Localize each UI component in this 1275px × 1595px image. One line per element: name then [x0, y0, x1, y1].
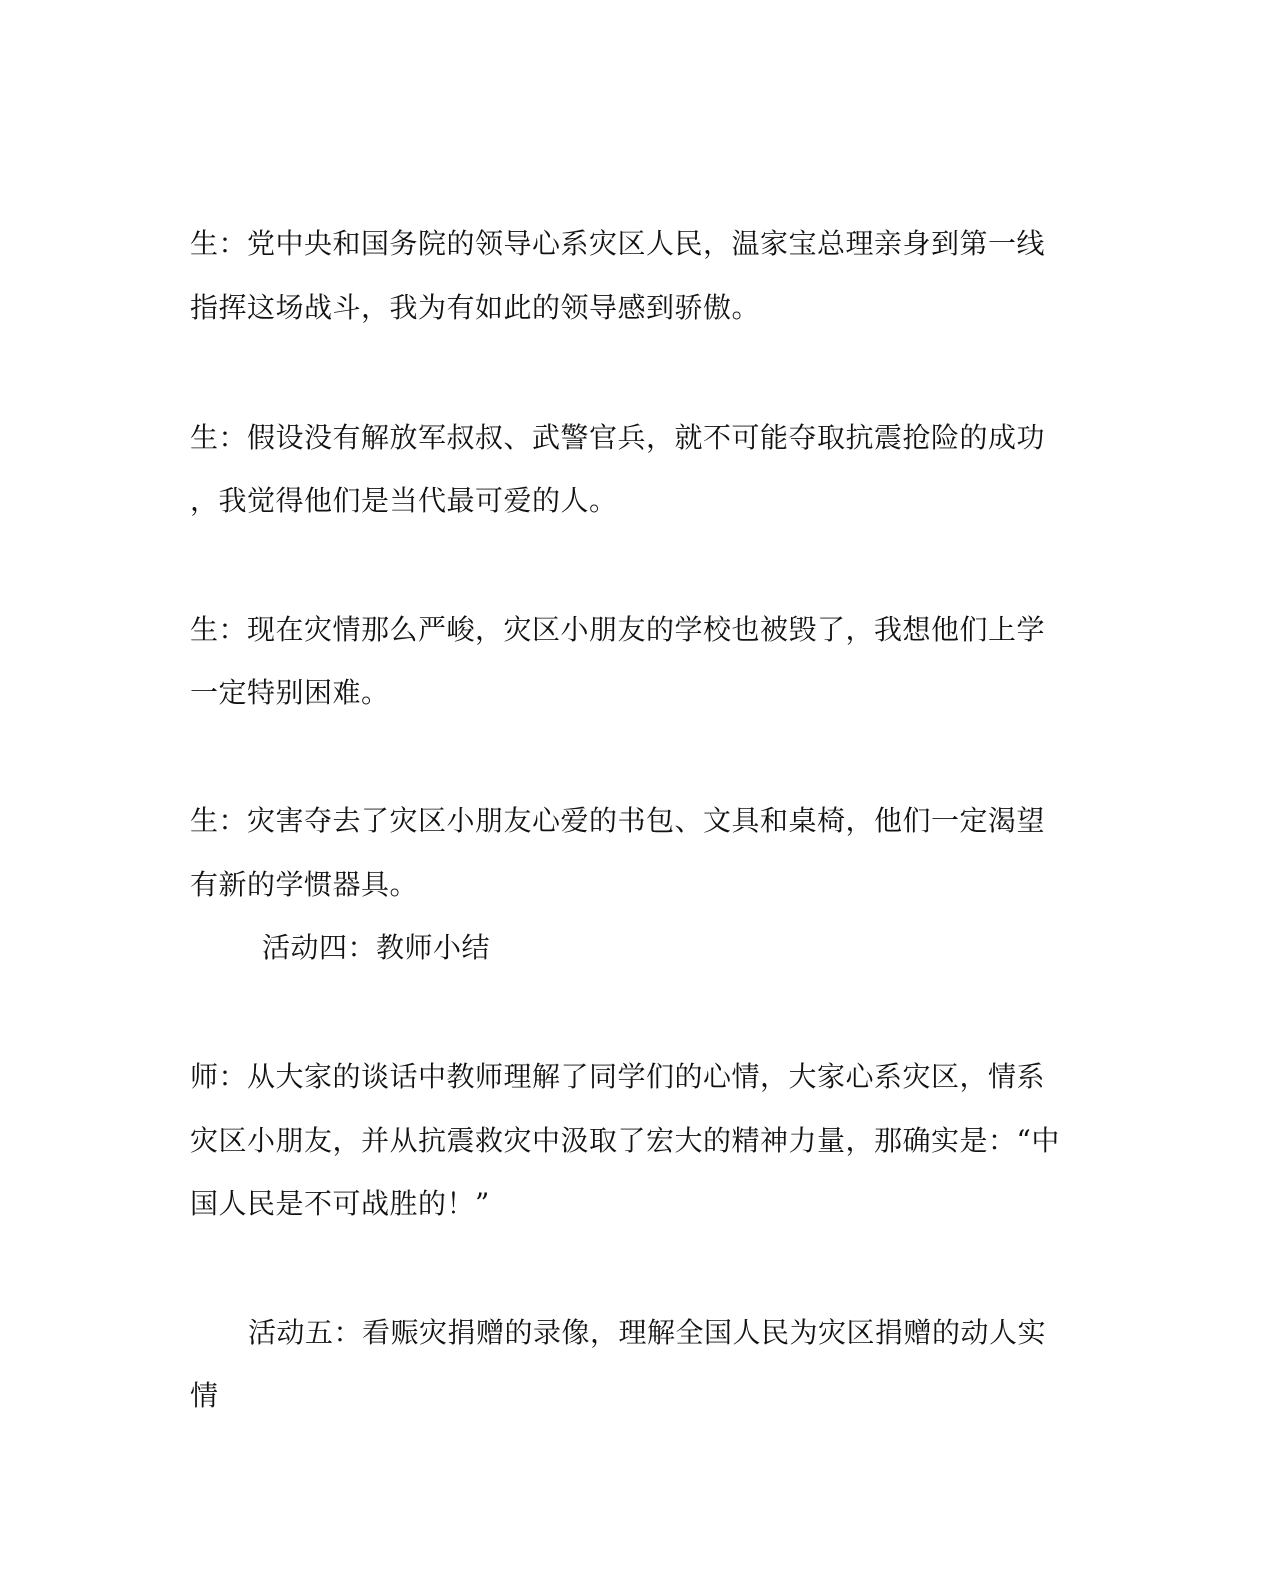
paragraph-2-line-2: ，我觉得他们是当代最可爱的人。	[190, 484, 618, 517]
paragraph-6-line-2: 灾区小朋友，并从抗震救灾中汲取了宏大的精神力量，那确实是：“中	[190, 1124, 1060, 1157]
paragraph-1-line-1: 生：党中央和国务院的领导心系灾区人民，温家宝总理亲身到第一线	[190, 227, 1046, 260]
paragraph-3-line-2: 一定特别困难。	[190, 676, 390, 709]
paragraph-2-line-1: 生：假设没有解放军叔叔、武警官兵，就不可能夺取抗震抢险的成功	[190, 421, 1046, 454]
activity-five-heading-line-1: 活动五：看赈灾捐赠的录像，理解全国人民为灾区捐赠的动人实	[248, 1316, 1047, 1349]
paragraph-4-line-1: 生：灾害夺去了灾区小朋友心爱的书包、文具和桌椅，他们一定渴望	[190, 804, 1046, 837]
activity-four-heading: 活动四：教师小结	[262, 931, 491, 964]
paragraph-6-line-3: 国人民是不可战胜的！”	[190, 1187, 490, 1220]
paragraph-4-line-2: 有新的学惯器具。	[190, 868, 419, 901]
paragraph-6-line-1: 师：从大家的谈话中教师理解了同学们的心情，大家心系灾区，情系	[190, 1060, 1046, 1093]
paragraph-3-line-1: 生：现在灾情那么严峻，灾区小朋友的学校也被毁了，我想他们上学	[190, 613, 1046, 646]
activity-five-heading-line-2: 情	[190, 1379, 219, 1412]
paragraph-1-line-2: 指挥这场战斗，我为有如此的领导感到骄傲。	[190, 291, 761, 324]
